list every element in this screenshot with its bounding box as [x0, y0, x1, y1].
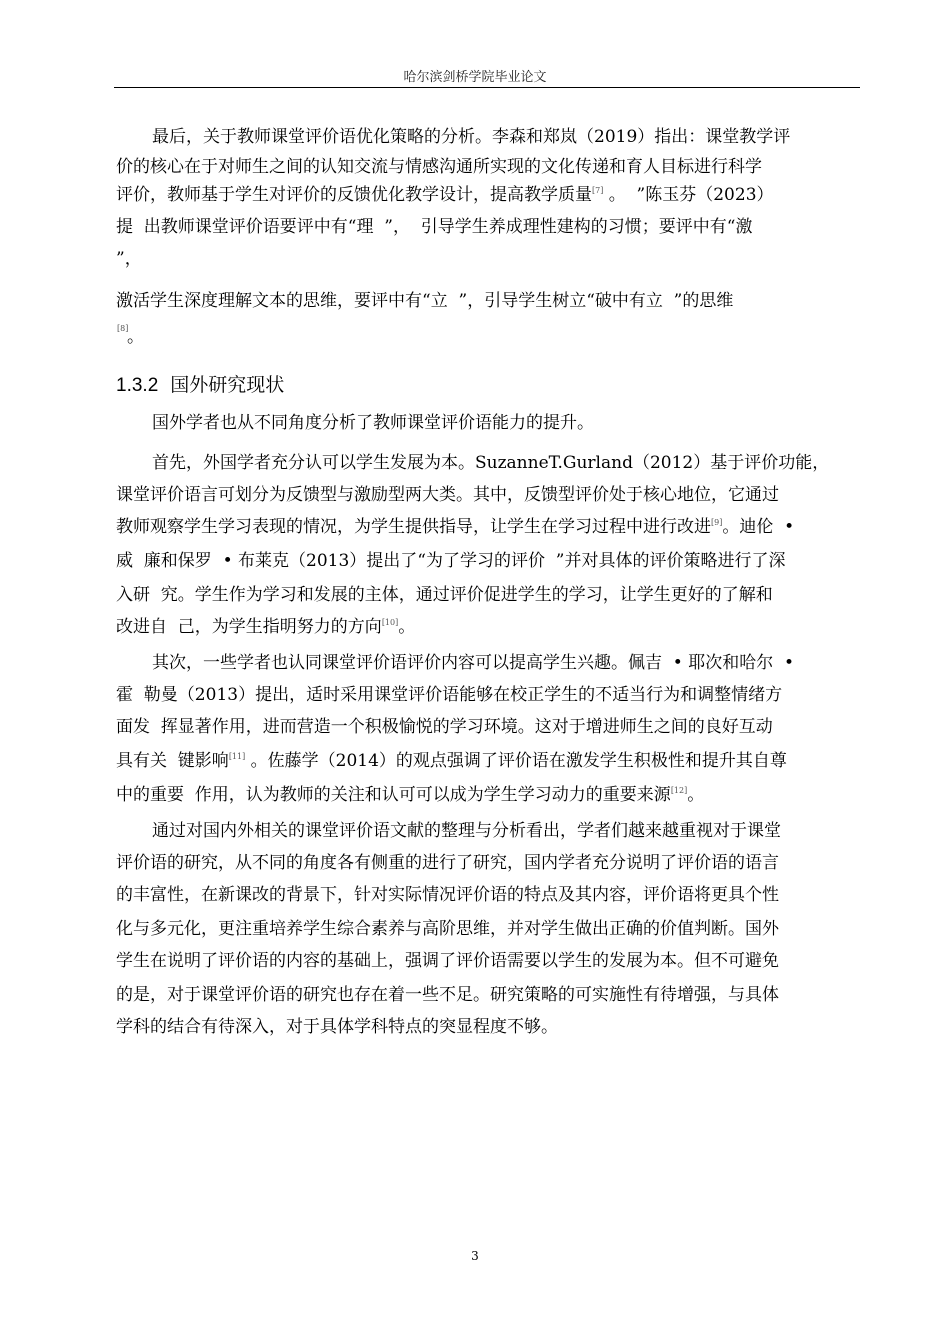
paragraph-line: 霍 勒曼（2013）提出，适时采用课堂评价语能够在校正学生的不适当行为和调整情绪方 [116, 685, 783, 705]
paragraph-line: 价的核心在于对师生之间的认知交流与情感沟通所实现的文化传递和育人目标进行科学 [116, 157, 762, 177]
paragraph-line: 学生在说明了评价语的内容的基础上，强调了评价语需要以学生的发展为本。但不可避免 [116, 951, 779, 971]
line-text: 评价，教师基于学生对评价的反馈优化教学设计，提高教学质量 [116, 185, 592, 205]
line-text: 中的重要 作用，认为教师的关注和认可可以成为学生学习动力的重要来源 [116, 785, 671, 805]
line-text: 。佐藤学（2014）的观点强调了评价语在激发学生积极性和提升其自尊 [245, 751, 787, 771]
paragraph-line: 面发 挥显著作用，进而营造一个积极愉悦的学习环境。这对于增进师生之间的良好互动 [116, 717, 773, 737]
running-header: 哈尔滨剑桥学院毕业论文 [403, 70, 547, 85]
line-text: 。 [398, 617, 416, 637]
citation-11: [11] [228, 752, 246, 761]
citation-12: [12] [670, 786, 688, 795]
paragraph-line: 最后，关于教师课堂评价语优化策略的分析。李森和郑岚（2019）指出：课堂教学评 [152, 127, 791, 147]
paragraph-line [116, 750, 787, 772]
paragraph-line: 化与多元化，更注重培养学生综合素养与高阶思维，并对学生做出正确的价值判断。国外 [116, 919, 779, 939]
paragraph-line: 国外学者也从不同角度分析了教师课堂评价语能力的提升。 [152, 413, 594, 433]
paragraph-line: 的是，对于课堂评价语的研究也存在着一些不足。研究策略的可实施性有待增强，与具体 [116, 985, 779, 1005]
section-number: 1.3.2 [116, 375, 159, 396]
paragraph-line [116, 184, 774, 206]
section-title: 国外研究现状 [170, 374, 285, 396]
paragraph-line: 提 出教师课堂评价语要评中有“理 ”， 引导学生养成理性建构的习惯；要评中有“激 [116, 217, 753, 237]
paragraph-line: 激活学生深度理解文本的思维，要评中有“立 ”，引导学生树立“破中有立 ”的思维 [116, 291, 734, 311]
paragraph-line: 学科的结合有待深入，对于具体学科特点的突显程度不够。 [116, 1017, 558, 1037]
page-number: 3 [471, 1249, 479, 1263]
line-text: 改进自 己，为学生指明努力的方向 [116, 617, 382, 637]
header-rule [114, 87, 860, 88]
paragraph-line: 的丰富性，在新课改的背景下，针对实际情况评价语的特点及其内容，评价语将更具个性 [116, 885, 779, 905]
line-text: 。 ”陈玉芬（2023） [603, 185, 774, 205]
citation-9: [9] [711, 518, 723, 527]
paragraph-line [116, 516, 794, 538]
paragraph-line: ”， [116, 249, 142, 269]
line-text: 。 [687, 785, 705, 805]
paragraph-line: 首先，外国学者充分认可以学生发展为本。SuzanneT.Gurland（2012）基于评价功能， [152, 453, 830, 473]
citation-7: [7] [592, 186, 604, 195]
paragraph-line [116, 616, 415, 638]
line-text: 教师观察学生学习表现的情况，为学生提供指导，让学生在学习过程中进行改进 [116, 517, 711, 537]
line-text: 。迪伦 • [722, 517, 795, 537]
paragraph-line: 课堂评价语言可划分为反馈型与激励型两大类。其中，反馈型评价处于核心地位，它通过 [116, 485, 779, 505]
paragraph-line: 评价语的研究，从不同的角度各有侧重的进行了研究，国内学者充分说明了评价语的语言 [116, 853, 779, 873]
paragraph-line: 威 廉和保罗 • 布莱克（2013）提出了“为了学习的评价 ”并对具体的评价策略进行了深 [116, 551, 786, 571]
paragraph-line: 其次，一些学者也认同课堂评价语评价内容可以提高学生兴趣。佩吉 • 耶次和哈尔 • [152, 653, 795, 673]
paragraph-line: 入研 究。学生作为学习和发展的主体，通过评价促进学生的学习，让学生更好的了解和 [116, 585, 773, 605]
section-heading [116, 370, 284, 397]
paragraph-line: 通过对国内外相关的课堂评价语文献的整理与分析看出，学者们越来越重视对于课堂 [152, 821, 781, 841]
line-text: 具有关 键影响 [116, 751, 229, 771]
paragraph-line [116, 784, 704, 806]
citation-8: [8] [117, 324, 129, 333]
citation-10: [10] [381, 618, 399, 627]
line-text: 。 [127, 327, 144, 347]
